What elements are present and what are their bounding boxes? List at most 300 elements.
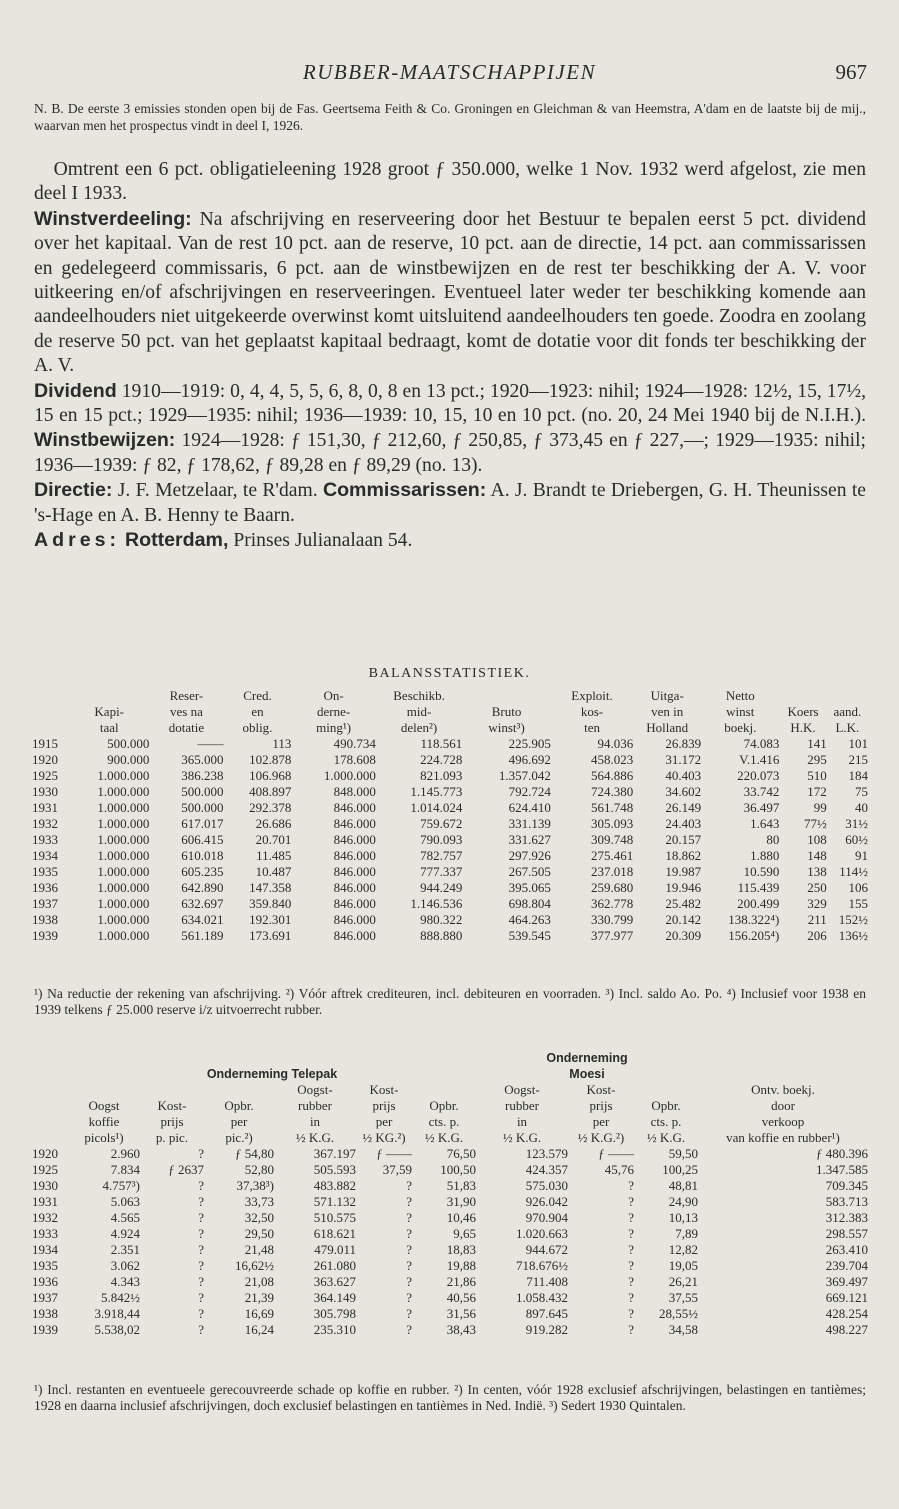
plantation-year: 1920 (32, 1146, 58, 1161)
balance-cell: 114½ (839, 864, 868, 879)
company-text (34, 158, 866, 554)
plantation-header-cell: cts. p. (650, 1114, 682, 1129)
balance-cell: 19.946 (665, 880, 702, 895)
plantation-cell: 428.254 (825, 1306, 868, 1321)
balance-cell: 846.000 (333, 832, 376, 847)
balance-cell: 759.672 (420, 816, 463, 831)
plantation-cell: 100,25 (662, 1162, 698, 1177)
plantation-cell: 263.410 (825, 1242, 868, 1257)
plantation-cell: ? (628, 1242, 634, 1257)
balance-row (32, 800, 868, 816)
plantation-row (32, 1162, 868, 1178)
balance-header-cell: en (251, 704, 264, 719)
plantation-cell: 510.575 (313, 1210, 356, 1225)
balance-cell: 846.000 (333, 880, 376, 895)
balance-cell: 1.000.000 (97, 832, 150, 847)
plantation-header-cell: verkoop (761, 1114, 805, 1129)
plantation-header-cell: ½ K.G. (295, 1130, 335, 1145)
balance-cell: 292.378 (249, 800, 292, 815)
plantation-cell: 367.197 (313, 1146, 356, 1161)
plantation-cell: 483.882 (313, 1178, 356, 1193)
balance-cell: 36.497 (743, 800, 780, 815)
balance-cell: 24.403 (665, 816, 702, 831)
plantation-cell: 7.834 (110, 1162, 140, 1177)
plantation-year: 1930 (32, 1178, 58, 1193)
balance-cell: 606.415 (181, 832, 224, 847)
plantation-header-cell: Kost- (369, 1082, 399, 1097)
balance-year: 1930 (32, 784, 58, 799)
plantation-cell: ? (628, 1194, 634, 1209)
balance-cell: 561.748 (590, 800, 634, 815)
balance-cell: 305.093 (590, 816, 634, 831)
group-moesi-line2: Moesi (569, 1067, 605, 1081)
balance-cell: 464.263 (508, 912, 551, 927)
plantation-cell: 498.227 (825, 1322, 868, 1337)
balance-cell: 792.724 (508, 784, 551, 799)
plantation-header-cell (412, 1082, 476, 1098)
plantation-header-cell: in (516, 1114, 528, 1129)
plantation-cell: 18,83 (446, 1242, 476, 1257)
plantation-cell: 2.960 (110, 1146, 140, 1161)
balance-cell: 1.643 (750, 816, 780, 831)
balance-header-cell: mid- (406, 704, 432, 719)
balance-row (32, 832, 868, 848)
plantation-cell: 10,46 (446, 1210, 476, 1225)
plantation-header-row (32, 1130, 868, 1146)
plantation-cell: ? (628, 1210, 634, 1225)
balance-cell: 148 (807, 848, 827, 863)
balance-cell: 782.757 (420, 848, 463, 863)
balance-cell: 34.602 (665, 784, 702, 799)
plantation-cell: 19,05 (668, 1258, 698, 1273)
balance-cell: 1.880 (750, 848, 780, 863)
balance-cell: 331.139 (508, 816, 551, 831)
plantation-cell: ƒ —— (376, 1146, 412, 1161)
balance-cell: 1.000.000 (97, 864, 150, 879)
plantation-cell: ? (406, 1226, 412, 1241)
balance-cell: 605.235 (181, 864, 224, 879)
group-moesi-line1: Onderneming (546, 1051, 628, 1065)
plantation-footnotes: ¹) Incl. restanten en eventueele gerecouvreerde schade op koffie en rubber. ²) In centen, vóór 1928 exclusief afschrijvingen, belastingen en tantièmes; 1928 en daarna inclusief afschrijvingen, doch exclusief belastingen en tantièmes in Ned. Indië. ³) Sedert 1930 Quintalen. (34, 1382, 866, 1413)
plantation-header-cell: picols¹) (84, 1130, 124, 1145)
balance-cell: 108 (807, 832, 827, 847)
plantation-cell: ? (406, 1322, 412, 1337)
balance-row (32, 928, 868, 944)
balance-cell: 220.073 (737, 768, 780, 783)
plantation-cell: 4.757³) (102, 1178, 140, 1193)
balance-cell: 888.880 (420, 928, 463, 943)
balance-cell: 31.172 (665, 752, 702, 767)
plantation-header-cell: ½ K.G. (424, 1130, 464, 1145)
plantation-row (32, 1274, 868, 1290)
plantation-cell: 919.282 (525, 1322, 568, 1337)
balance-header-cell: boekj. (724, 720, 757, 735)
plantation-cell: 16,69 (244, 1306, 274, 1321)
balance-header-cell: Holland (646, 720, 689, 735)
balance-cell: 821.093 (420, 768, 463, 783)
balance-cell: 113 (272, 736, 292, 751)
plantation-cell: ? (198, 1226, 204, 1241)
plantation-cell: 669.121 (825, 1290, 868, 1305)
balance-cell: 510 (807, 768, 827, 783)
plantation-cell: 16,62½ (235, 1258, 274, 1273)
plantation-cell: 305.798 (313, 1306, 356, 1321)
plantation-cell: 3.918,44 (94, 1306, 140, 1321)
balance-cell: 539.545 (508, 928, 551, 943)
balance-cell: 642.890 (181, 880, 224, 895)
balance-cell: 192.301 (249, 912, 292, 927)
dividend-paragraph: Dividend 1910—1919: 0, 4, 4, 5, 5, 6, 8, 0, 8 en 13 pct.; 1920—1923: nihil; 1924—1928: 12½, 15, 17½, 15 en 15 pct.; 1929—1935: nihil; 1936—1939: 10, 15, 10 en 10 pct. (no. 20, 24 Mei 1940 bij de N.I.H.). Winstbewijzen: 1924—1928: ƒ 151,30, ƒ 212,60, ƒ 250,85, ƒ 373,45 en ƒ 227,—; 1929—1935: nihil; 1936—1939: ƒ 82, ƒ 178,62, ƒ 89,28 en ƒ 89,29 (no. 13). (34, 379, 866, 476)
balance-row (32, 816, 868, 832)
plantation-cell: 1.020.663 (516, 1226, 568, 1241)
balance-cell: 178.608 (333, 752, 376, 767)
balance-header-cell: L.K. (835, 720, 860, 735)
plantation-header-cell: koffie (88, 1114, 120, 1129)
plantation-cell: 21,86 (446, 1274, 476, 1289)
plantation-cell: ? (198, 1194, 204, 1209)
plantation-cell: 52,80 (244, 1162, 274, 1177)
plantation-cell: 59,50 (668, 1146, 698, 1161)
balance-cell: 19.987 (665, 864, 702, 879)
plantation-cell: ? (628, 1178, 634, 1193)
balance-cell: 295 (807, 752, 827, 767)
balance-cell: 138.322⁴) (728, 912, 780, 927)
plantation-row (32, 1242, 868, 1258)
plantation-cell: 31,90 (446, 1194, 476, 1209)
plantation-cell: 505.593 (313, 1162, 356, 1177)
plantation-cell: 34,58 (668, 1322, 698, 1337)
plantation-cell: 37,59 (382, 1162, 412, 1177)
plantation-cell: 37,38³) (236, 1178, 274, 1193)
plantation-cell: 424.357 (525, 1162, 568, 1177)
plantation-cell: 718.676½ (516, 1258, 568, 1273)
dividend-label: Dividend (34, 379, 117, 402)
plantation-header-cell (204, 1082, 274, 1098)
balance-cell: 20.309 (665, 928, 702, 943)
plantation-cell: 5.538,02 (94, 1322, 140, 1337)
balance-cell: 564.886 (590, 768, 634, 783)
balance-cell: 610.018 (181, 848, 224, 863)
plantation-cell: 24,90 (668, 1194, 698, 1209)
plantation-cell: 48,81 (668, 1178, 698, 1193)
balance-cell: 1.146.536 (410, 896, 463, 911)
balance-cell: 496.692 (508, 752, 551, 767)
balance-header-cell: ves na (169, 704, 203, 719)
balance-header-cell: ven in (651, 704, 684, 719)
balance-cell: 25.482 (665, 896, 702, 911)
address-paragraph: Adres: Rotterdam, Prinses Julianalaan 54. (34, 529, 413, 552)
balance-header-row (32, 688, 868, 704)
balance-year: 1936 (32, 880, 58, 895)
plantation-cell: 711.408 (526, 1274, 568, 1289)
balance-year: 1932 (32, 816, 58, 831)
plantation-cell: 16,24 (244, 1322, 274, 1337)
balance-cell: 26.149 (665, 800, 702, 815)
plantation-cell: ? (628, 1258, 634, 1273)
balance-cell: 329 (807, 896, 827, 911)
balance-header-cell: delen²) (400, 720, 438, 735)
plantation-header-cell: van koffie en rubber¹) (726, 1130, 840, 1145)
plantation-cell: 571.132 (313, 1194, 356, 1209)
balance-cell: 624.410 (508, 800, 551, 815)
plantation-cell: ? (198, 1146, 204, 1161)
balance-cell: 138 (807, 864, 827, 879)
balance-cell: 846.000 (333, 800, 376, 815)
balance-cell: 77½ (803, 816, 827, 831)
balance-cell: 11.485 (256, 848, 292, 863)
balance-cell: 1.000.000 (97, 848, 150, 863)
plantation-cell: ƒ 480.396 (816, 1146, 868, 1161)
plantation-header-cell: prijs (160, 1114, 184, 1129)
balance-cell: 106.968 (249, 768, 292, 783)
balance-cell: 848.000 (333, 784, 376, 799)
balance-cell: 102.878 (249, 752, 292, 767)
balance-row (32, 864, 868, 880)
balance-cell: 362.778 (590, 896, 634, 911)
plantation-cell: 100,50 (440, 1162, 476, 1177)
balance-header-cell: Reser- (169, 688, 204, 703)
plantation-header-row (32, 1114, 868, 1130)
plantation-header-cell: pic.²) (225, 1130, 253, 1145)
plantation-header-cell: per (230, 1114, 248, 1129)
balance-cell: —— (197, 736, 224, 751)
balance-header-cell: derne- (317, 704, 351, 719)
plantation-cell: 76,50 (446, 1146, 476, 1161)
balance-statistics-title: BALANSSTATISTIEK. (368, 666, 531, 681)
plantation-year: 1934 (32, 1242, 58, 1257)
balance-cell: 147.358 (249, 880, 292, 895)
balance-cell: 91 (855, 848, 868, 863)
balance-row (32, 752, 868, 768)
plantation-cell: ? (406, 1242, 412, 1257)
balance-cell: 26.839 (665, 736, 702, 751)
plantation-cell: 10,13 (668, 1210, 698, 1225)
balance-cell: 33.742 (743, 784, 780, 799)
plantation-cell: ? (406, 1290, 412, 1305)
plantation-cell: 29,50 (244, 1226, 274, 1241)
plantation-cell: 21,08 (244, 1274, 274, 1289)
plantation-cell: 944.672 (525, 1242, 568, 1257)
balance-cell: 980.322 (420, 912, 463, 927)
balance-cell: 634.021 (181, 912, 224, 927)
balance-cell: 18.862 (665, 848, 702, 863)
plantation-header-cell (32, 1098, 68, 1114)
balance-header-cell: winst³) (488, 720, 525, 735)
plantation-cell: 28,55½ (659, 1306, 698, 1321)
plantation-cell: 261.080 (313, 1258, 356, 1273)
balance-header-cell: winst (726, 704, 755, 719)
balance-cell: 490.734 (333, 736, 376, 751)
plantation-header-cell: Kost- (586, 1082, 616, 1097)
plantation-cell: 45,76 (604, 1162, 634, 1177)
balance-row (32, 736, 868, 752)
balance-cell: 1.145.773 (410, 784, 463, 799)
plantation-cell: 32,50 (244, 1210, 274, 1225)
plantation-cell: 709.345 (825, 1178, 868, 1193)
balance-year: 1920 (32, 752, 58, 767)
plantation-cell: 239.704 (825, 1258, 868, 1273)
commissioners-label: Commissarissen: (322, 479, 487, 502)
plantation-header-cell (140, 1082, 204, 1098)
bond-paragraph: Omtrent een 6 pct. obligatieleening 1928 groot ƒ 350.000, welke 1 Nov. 1932 werd afgelost, zie men deel I 1933. (34, 159, 866, 205)
plantation-header-cell: Ontv. boekj. (751, 1082, 815, 1097)
balance-header-cell (827, 688, 868, 704)
balance-cell: 215 (848, 752, 868, 767)
plantation-header-cell: p. pic. (155, 1130, 189, 1145)
balance-header-cell: Uitga- (650, 688, 684, 703)
plantation-year: 1939 (32, 1322, 58, 1337)
plantation-cell: 897.645 (525, 1306, 568, 1321)
balance-row (32, 768, 868, 784)
plantation-cell: ? (628, 1306, 634, 1321)
balance-header-cell: ten (584, 720, 600, 735)
plantation-header-cell: Oogst (88, 1098, 120, 1113)
balance-cell: 200.499 (737, 896, 780, 911)
plantation-cell: 970.904 (525, 1210, 568, 1225)
balance-cell: 99 (813, 800, 827, 815)
balance-header-cell: Netto (725, 688, 755, 703)
plantation-cell: 1.347.585 (816, 1162, 868, 1177)
balance-header-cell (32, 720, 69, 736)
plantation-cell: 575.030 (525, 1178, 568, 1193)
plantation-header-cell: ½ KG.²) (362, 1130, 406, 1145)
plantation-cell: 5.063 (110, 1194, 140, 1209)
balance-cell: 330.799 (590, 912, 634, 927)
plantation-cell: 33,73 (244, 1194, 274, 1209)
balance-cell: 40 (855, 800, 868, 815)
balance-cell: 309.748 (590, 832, 634, 847)
balance-header-cell: taal (99, 720, 119, 735)
plantation-header-cell: door (771, 1098, 795, 1113)
balance-cell: 20.142 (665, 912, 702, 927)
balance-cell: 156.205⁴) (728, 928, 780, 943)
balance-header-cell: Cred. (243, 688, 272, 703)
balance-cell: 846.000 (333, 896, 376, 911)
plantation-cell: 4.565 (110, 1210, 140, 1225)
balance-cell: 846.000 (333, 816, 376, 831)
balance-header-cell (69, 688, 149, 704)
balance-cell: 1.014.024 (410, 800, 463, 815)
balance-row (32, 784, 868, 800)
management-paragraph: Directie: J. F. Metzelaar, te R'dam. Commissarissen: A. J. Brandt te Driebergen, G. H. Theunissen te 's-Hage en A. B. Henny te Baarn. (34, 479, 866, 526)
balance-cell: 698.804 (508, 896, 551, 911)
plantation-header-cell: Oogst- (504, 1082, 540, 1097)
plantation-cell: ? (406, 1306, 412, 1321)
plantation-header-cell: Kost- (157, 1098, 187, 1113)
plantation-header-cell: cts. p. (428, 1114, 460, 1129)
balance-header-cell: Exploit. (571, 688, 613, 703)
plantation-cell: 7,89 (675, 1226, 698, 1241)
profit-distribution-label: Winstverdeeling: (34, 207, 192, 230)
balance-cell: 944.249 (420, 880, 463, 895)
balance-cell: 297.926 (508, 848, 551, 863)
plantation-header-cell: ½ K.G. (502, 1130, 542, 1145)
balance-cell: 20.157 (665, 832, 702, 847)
plantation-cell: 51,83 (446, 1178, 476, 1193)
plantation-cell: 369.497 (825, 1274, 868, 1289)
plantation-header-cell: Opbr. (224, 1098, 254, 1113)
balance-header-cell: Bruto (491, 704, 522, 719)
plantation-row (32, 1194, 868, 1210)
plantation-header-cell (68, 1082, 140, 1098)
balance-cell: 259.680 (590, 880, 634, 895)
balance-cell: 101 (848, 736, 868, 751)
plantation-cell: ? (198, 1290, 204, 1305)
balance-year: 1915 (32, 736, 58, 751)
balance-cell: 500.000 (181, 800, 224, 815)
balance-header-cell: Koers (787, 704, 819, 719)
balance-cell: 26.686 (255, 816, 292, 831)
balance-cell: 331.627 (508, 832, 551, 847)
balance-cell: 152½ (838, 912, 868, 927)
balance-row (32, 896, 868, 912)
balance-header-cell (32, 688, 69, 704)
plantation-cell: ƒ 54,80 (235, 1146, 274, 1161)
balance-cell: 20.701 (255, 832, 292, 847)
balance-cell: 250 (807, 880, 827, 895)
balance-cell: 206 (807, 928, 827, 943)
plantation-cell: 618.621 (313, 1226, 356, 1241)
profit-certificates-label: Winstbewijzen: (34, 429, 176, 452)
plantation-cell: ? (198, 1210, 204, 1225)
profit-distribution-paragraph: Winstverdeeling: Na afschrijving en reserveering door het Bestuur te bepalen eerst 5 pct. dividend over het kapitaal. Van de rest 10 pct. aan de reserve, 10 pct. aan de directie, 14 pct. aan commissarissen en gedelegeerd commissaris, 6 pct. aan de winstbewijzen en de rest ter beschikking der A. V. voor uitkeering en/of afschrijvingen en reserveeringen. Eventueel later weder ter beschikking komende aan aandeelhouders niet uitgekeerde overwinst komt uitsluitend aandeelhouders ten goede. Zoodra en zoolang de reserve 50 pct. van het geplaatst kapitaal bedraagt, komt de dotatie voor dit fonds ter beschikking der A. V. (34, 207, 866, 377)
plantation-cell: 21,48 (244, 1242, 274, 1257)
plantation-cell: ? (628, 1290, 634, 1305)
plantation-cell: 37,55 (668, 1290, 698, 1305)
plantation-row (32, 1290, 868, 1306)
balance-cell: 1.000.000 (97, 768, 150, 783)
plantation-cell: 4.924 (110, 1226, 140, 1241)
plantation-cell: 1.058.432 (516, 1290, 568, 1305)
plantation-year: 1931 (32, 1194, 58, 1209)
plantation-header-cell: per (375, 1114, 393, 1129)
balance-cell: 458.023 (590, 752, 634, 767)
plantation-header-cell: rubber (298, 1098, 332, 1113)
plantation-row (32, 1258, 868, 1274)
balance-cell: 115.439 (737, 880, 780, 895)
plantation-row (32, 1146, 868, 1162)
balance-header-cell: Kapi- (94, 704, 125, 719)
plantation-cell: 583.713 (825, 1194, 868, 1209)
plantation-cell: ? (198, 1178, 204, 1193)
plantation-cell: 926.042 (525, 1194, 568, 1209)
balance-cell: 617.017 (181, 816, 224, 831)
plantation-cell: 2.351 (110, 1242, 140, 1257)
plantation-cell: 12,82 (668, 1242, 698, 1257)
balance-cell: 1.000.000 (323, 768, 376, 783)
nb-note: N. B. De eerste 3 emissies stonden open bij de Fas. Geertsema Feith & Co. Groningen en Gleichman & van Heemstra, A'dam en de laatste bij de mij., waarvan men het prospectus vindt in deel I, 1926. (34, 101, 866, 133)
plantation-cell: 31,56 (446, 1306, 476, 1321)
balance-cell: 118.561 (420, 736, 463, 751)
plantation-table (32, 1050, 868, 1338)
balance-header-row (32, 720, 868, 736)
balance-row (32, 848, 868, 864)
balance-cell: 777.337 (420, 864, 463, 879)
balance-cell: 275.461 (590, 848, 634, 863)
balance-cell: 31½ (845, 816, 868, 831)
balance-cell: 136½ (838, 928, 868, 943)
balance-cell: 225.905 (508, 736, 551, 751)
plantation-header-row (32, 1082, 868, 1098)
plantation-year: 1936 (32, 1274, 58, 1289)
balance-cell: 1.000.000 (97, 928, 150, 943)
balance-cell: 846.000 (333, 928, 376, 943)
balance-cell: 10.590 (743, 864, 780, 879)
balance-cell: 1.357.042 (498, 768, 551, 783)
balance-cell: 75 (855, 784, 868, 799)
plantation-cell: ? (628, 1226, 634, 1241)
plantation-cell: 40,56 (446, 1290, 476, 1305)
